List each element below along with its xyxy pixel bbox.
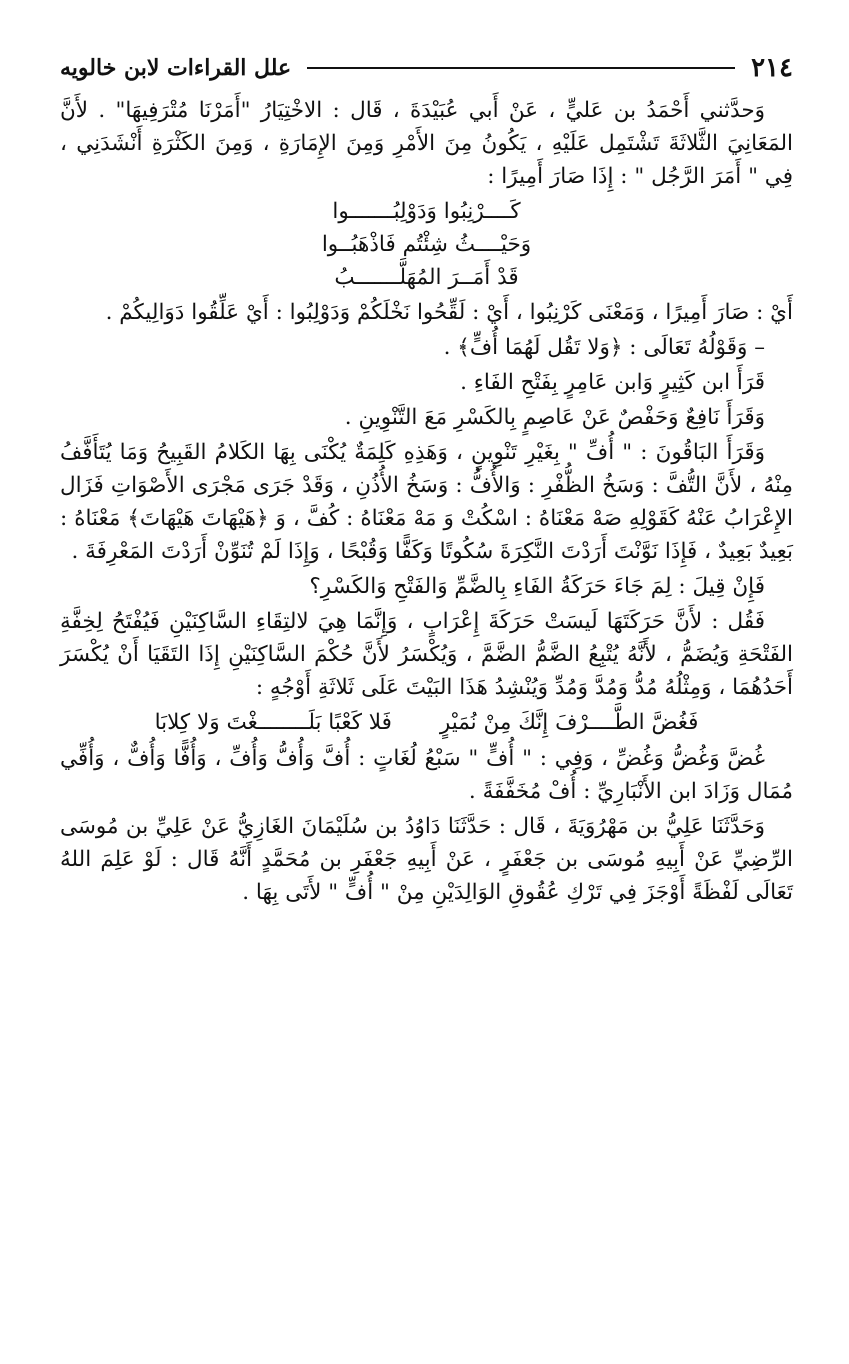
page-header [60, 48, 793, 88]
verse-line: كَــــرْنِبُوا وَدَوْلِبُـــــــوا [332, 199, 521, 224]
hemistich-right: فَغُضَّ الطَّــــرْفَ إِنَّكَ مِنْ نُمَيْرٍ [439, 710, 699, 735]
paragraph: وَقَرَأَ نَافِعٌ وَحَفْصٌ عَنْ عَاصِمٍ بِالكَسْرِ مَعَ التَّنْوِينِ . [344, 405, 765, 430]
couplet [60, 706, 793, 740]
paragraph: فَإِنْ قِيلَ : لِمَ جَاءَ حَرَكَةُ الفَاءِ بِالضَّمِّ وَالفَتْحِ وَالكَسْرِ؟ [309, 574, 765, 599]
paragraph: وَقَرَأَ البَاقُونَ : " أُفِّ " بِغَيْرِ تَنْوِينٍ ، وَهَذِهِ كَلِمَةٌ يُكْنَى بِهَا الكَلامُ القَبِيحُ وَمَا يُتَأَفَّفُ مِنْهُ ، لأَنَّ التُّفَّ : وَسَخُ الظُّفْرِ : وَالأُفُّ : وَسَخُ الأُذُنِ ، وَقَدْ جَرَى مَجْرَى الأَصْوَاتِ فَزَال الإِعْرَابُ عَنْهُ كَقَوْلِهِ صَهْ مَعْنَاهُ : اسْكُتْ وَ مَهْ مَعْنَاهُ : كُفَّ ، وَ ﴿هَيْهَاتَ هَيْهَاتَ﴾ مَعْنَاهُ : بَعِيدٌ بَعِيدٌ ، فَإِذَا نَوَّنْتَ أَرَدْتَ النَّكِرَةَ سُكُوتًا وَكَفًّا وَقُبْحًا ، وَإِذَا لَمْ تُنَوِّنْ أَرَدْتَ المَعْرِفَةَ . [60, 440, 793, 564]
paragraph: وَحَدَّثَنَا عَلِيُّ بن مَهْرُوَيَةَ ، قَال : حَدَّثَنَا دَاوُدُ بن سُلَيْمَانَ الغَازِيُّ عَنْ عَلِيِّ بن مُوسَى الرِّضِيِّ عَنْ أَبِيهِ مُوسَى بن جَعْفَرٍ ، عَنْ أَبِيهِ جَعْفَرِ بن مُحَمَّدٍ أَنَّهُ قَال : لَوْ عَلِمَ اللهُ تَعَالَى لَفْظَةً أَوْجَزَ فِي تَرْكِ عُقُوقِ الوَالِدَيْنِ مِنْ " أُفٍّ " لأَتَى بِهَا . [60, 814, 793, 905]
paragraph: فَقُل : لأَنَّ حَرَكَتَهَا لَيسَتْ حَرَكَةَ إِعْرَابٍ ، وَإِنَّمَا هِيَ لالتِقَاءِ السَّاكِنَيْنِ فَيُفْتَحُ لِخِفَّةِ الفَتْحَةِ وَيُضَمُّ ، لأَنَّهُ يُتْبِعُ الضَّمُّ الضَّمَّ ، وَيُكْسَرُ لأَنَّ حُكْمَ السَّاكِنَيْنِ إِذَا التَقَيَا أَنْ يُكْسَرَ أَحَدُهُمَا ، وَمِثْلُهُ مُدُّ وَمُدَّ وَمُدِّ وَيُنْشِدُ هَذَا البَيْتَ عَلَى ثَلاثَةِ أَوْجُهٍ : [60, 609, 793, 700]
page-body [60, 94, 793, 909]
header-rule [307, 67, 735, 69]
verse-line: وَحَيْــــثُ شِئْتُم فَاذْهَبُــوا [321, 232, 532, 257]
paragraph: غُضَّ وَغُضُّ وَغُضِّ ، وَفِي : " أُفٍّ " سَبْعُ لُغَاتٍ : أُفَّ وَأُفُّ وَأُفِّ ، وَأُفًّا وَأُفٌّ ، وَأُفِّي مُمَال وَزَادَ ابن الأَنْبَارِيِّ : أُفْ مُخَفَّفَةً . [60, 746, 793, 804]
verse-line: قَدْ أَمَــرَ المُهَلَّـــــــبُ [334, 265, 519, 290]
paragraph: قَرَأَ ابن كَثِيرٍ وَابن عَامِرٍ بِفَتْحِ الفَاءِ . [460, 370, 765, 395]
paragraph: أَيْ : صَارَ أَمِيرًا ، وَمَعْنَى كَرْنِبُوا ، أَيْ : لَقِّحُوا نَخْلَكُمْ وَدَوْلِبُوا : أَيْ عَلِّقُوا دَوَالِيكُمْ . [105, 300, 793, 325]
page-number: ٢١٤ [751, 53, 793, 83]
paragraph: وَحدَّثني أَحْمَدُ بن عَليٍّ ، عَنْ أَبي عُبَيْدَةَ ، قَال : الاخْتِيَارُ "أَمَرْنَا مُتْرَفِيهَا" . لأَنَّ المَعَانِيَ الثَّلاثَةَ تَشْتَمِل عَلَيْهِ ، يَكُونُ مِنَ الأَمْرِ وَمِنَ الإِمَارَةِ ، وَمِنَ الكَثْرَةِ أَنْشَدَنِي ، فِي " أَمَرَ الرَّجُل " : إِذَا صَارَ أَمِيرًا : [60, 98, 793, 189]
book-page [60, 48, 793, 1338]
hemistich-left: فَلا كَعْبًا بَلَــــــــغْتَ وَلا كِلابَا [154, 710, 392, 735]
paragraph: – وَقَوْلُهُ تَعَالَى : ﴿وَلا تَقُل لَهُمَا أُفٍّ﴾ . [443, 335, 765, 360]
running-title: علل القراءات لابن خالويه [60, 55, 292, 81]
verse-block [60, 195, 793, 294]
